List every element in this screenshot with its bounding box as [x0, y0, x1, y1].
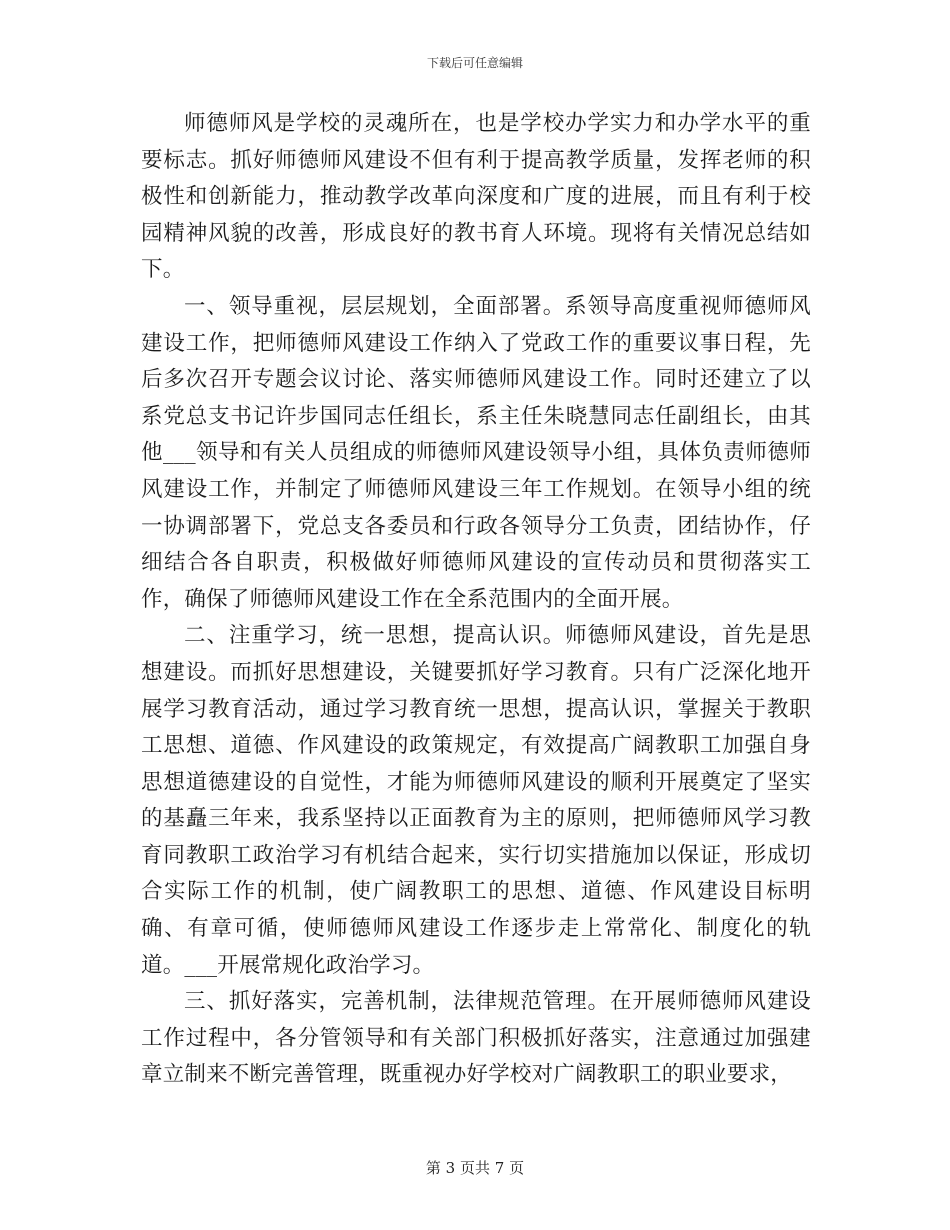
page-header: 下载后可任意编辑	[426, 56, 523, 70]
page-number: 第 3 页共 7 页	[425, 1159, 525, 1177]
section-3-paragraph: 三、抓好落实，完善机制，法律规范管理。在开展师德师风建设工作过程中，各分管领导和有关部门积极抓好落实，注意通过加强建章立制来不断完善管理，既重视办好学校对广阔教职工的职业要求，	[141, 989, 811, 1088]
intro-paragraph: 师德师风是学校的灵魂所在，也是学校办学实力和办学水平的重要标志。抓好师德师风建设不但有利于提高教学质量，发挥老师的积极性和创新能力，推动教学改革向深度和广度的进展，而且有利于校园精神风貌的改善，形成良好的教书育人环境。现将有关情况总结如下。	[141, 111, 811, 283]
section-2-paragraph: 二、注重学习，统一思想，提高认识。师德师风建设，首先是思想建设。而抓好思想建设，关键要抓好学习教育。只有广泛深化地开展学习教育活动，通过学习教育统一思想，提高认识，掌握关于教职工思想、道德、作风建设的政策规定，有效提高广阔教职工加强自身思想道德建设的自觉性，才能为师德师风建设的顺利开展奠定了坚实的基矗三年来，我系坚持以正面教育为主的原则，把师德师风学习教育同教职工政治学习有机结合起来，实行切实措施加以保证，形成切合实际工作的机制，使广阔教职工的思想、道德、作风建设目标明确、有章可循，使师德师风建设工作逐步走上常常化、制度化的轨道。___开展常规化政治学习。	[141, 623, 811, 978]
document-body	[141, 106, 811, 1094]
section-1-paragraph: 一、领导重视，层层规划，全面部署。系领导高度重视师德师风建设工作，把师德师风建设工作纳入了党政工作的重要议事日程，先后多次召开专题会议讨论、落实师德师风建设工作。同时还建立了以系党总支书记许步国同志任组长，系主任朱晓慧同志任副组长，由其他___领导和有关人员组成的师德师风建设领导小组，具体负责师德师风建设工作，并制定了师德师风建设三年工作规划。在领导小组的统一协调部署下，党总支各委员和行政各领导分工负责，团结协作，仔细结合各自职责，积极做好师德师风建设的宣传动员和贯彻落实工作，确保了师德师风建设工作在全系范围内的全面开展。	[141, 293, 811, 612]
